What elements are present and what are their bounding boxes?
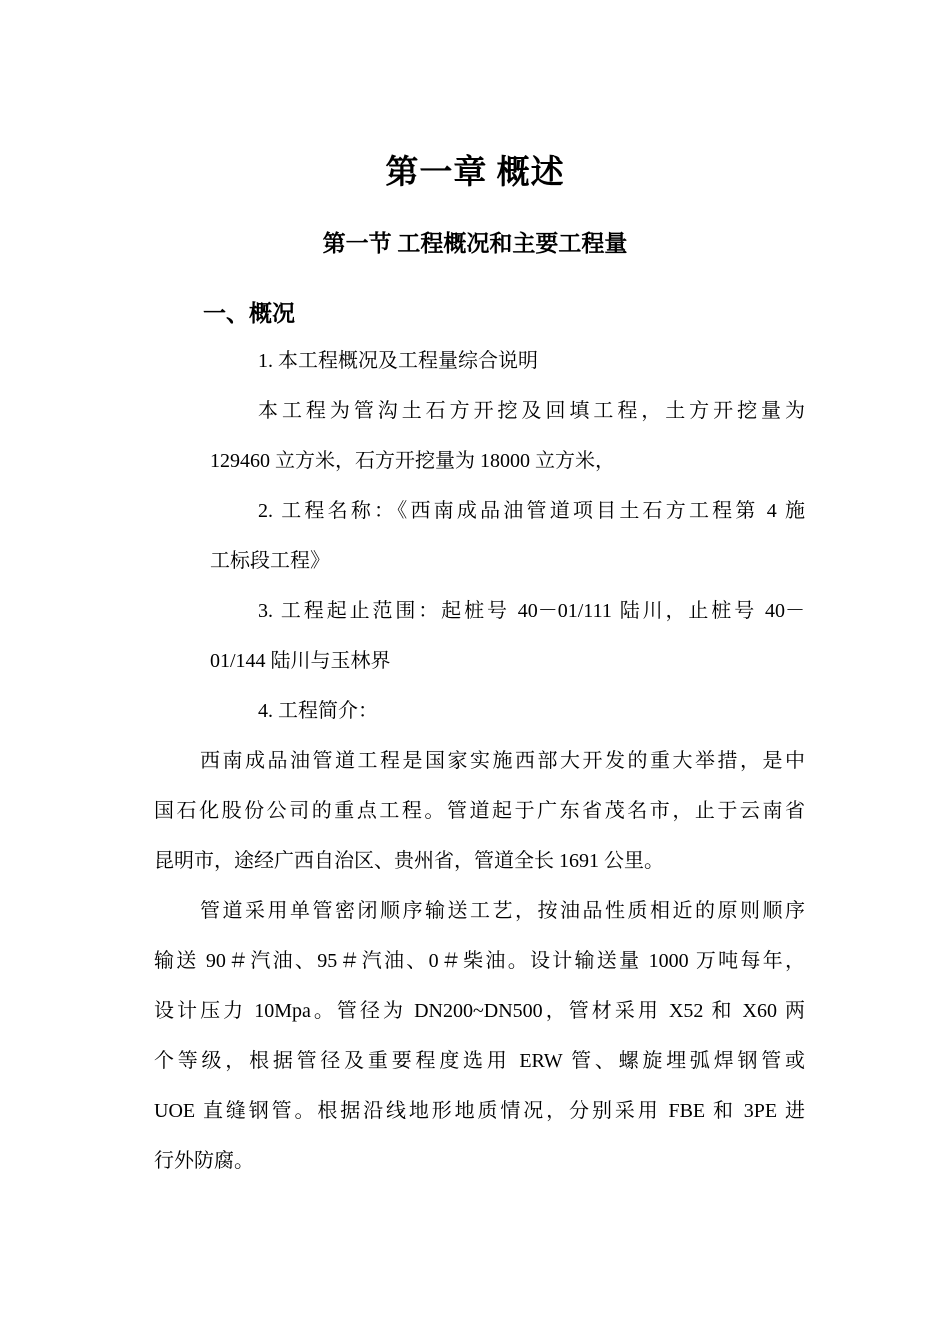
item-3-line-2: 01/144 陆川与玉林界 [210, 650, 391, 672]
paragraph-1-line-2: 129460 立方米，石方开挖量为 18000 立方米， [210, 450, 615, 472]
chapter-title: 第一章 概述 [385, 155, 565, 191]
paragraph-3-line-5: UOE 直缝钢管。根据沿线地形地质情况，分别采用 FBE 和 3PE 进 [154, 1100, 805, 1122]
item-4-text: 4. 工程简介： [258, 700, 378, 722]
item-1-text: 1. 本工程概况及工程量综合说明 [258, 350, 538, 372]
item-3-line-1: 3. 工程起止范围：起桩号 40－01/111 陆川，止桩号 40－ [258, 600, 805, 622]
paragraph-2-line-3: 昆明市，途经广西自治区、贵州省，管道全长 1691 公里。 [154, 850, 664, 872]
section-title: 第一节 工程概况和主要工程量 [322, 231, 628, 256]
item-2-line-2: 工标段工程》 [210, 550, 330, 572]
paragraph-3-line-4: 个等级，根据管径及重要程度选用 ERW 管、螺旋埋弧焊钢管或 [154, 1050, 805, 1072]
paragraph-1-line-1: 本工程为管沟土石方开挖及回填工程，土方开挖量为 [258, 400, 805, 422]
paragraph-2-line-2: 国石化股份公司的重点工程。管道起于广东省茂名市，止于云南省 [154, 800, 805, 822]
paragraph-3-line-2: 输送 90＃汽油、95＃汽油、0＃柴油。设计输送量 1000 万吨每年， [154, 950, 805, 972]
paragraph-3-line-3: 设计压力 10Mpa。管径为 DN200~DN500，管材采用 X52 和 X60 两 [154, 1000, 805, 1022]
sub-heading-overview: 一、概况 [203, 301, 295, 326]
paragraph-3-line-6: 行外防腐。 [154, 1150, 254, 1172]
item-2-line-1: 2. 工程名称：《西南成品油管道项目土石方工程第 4 施 [258, 500, 805, 522]
paragraph-2-line-1: 西南成品油管道工程是国家实施西部大开发的重大举措，是中 [200, 750, 805, 772]
paragraph-3-line-1: 管道采用单管密闭顺序输送工艺，按油品性质相近的原则顺序 [200, 900, 805, 922]
